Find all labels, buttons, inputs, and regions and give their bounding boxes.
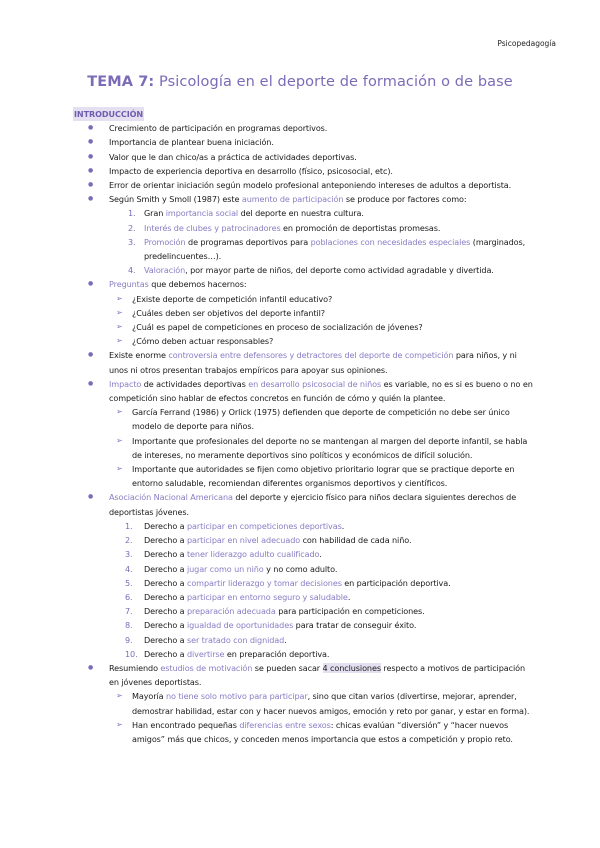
list-item: ➢ Han encontrado pequeñas diferencias entre sexos: chicas evalúan “diversión” y “hacer nuevos amigos” más que chicos, y conceden menos importancia que estos a competición y propio reto. xyxy=(109,718,533,746)
list-item: ➢ ¿Cuál es papel de competiciones en proceso de socialización de jóvenes? xyxy=(109,320,533,334)
list-item: ➢ ¿Existe deporte de competición infantil educativo? xyxy=(109,292,533,306)
list-item: ● Impacto de actividades deportivas en desarrollo psicosocial de niños es variable, no es si es bueno o no en competición sino hablar de efectos concretos en función de cómo y quién la plantee. ➢ García Ferrand (1986) y Orlick (1975) defienden que deporte de competición no debe ser único modelo de deporte para niños. ➢ Importante que profesionales del deporte no se mantengan al margen del deporte infantil, se habla de intereses, no meramente deportivos sino políticos y económicos de difícil solución. ➢ Importante que autoridades se fijen como objetivo prioritario lograr que se practique deporte en entorno saludable, recomiendan diferentes organismos deportivos y científicos. xyxy=(73,377,533,491)
list-item: 7. Derecho a preparación adecuada para participación en competiciones. xyxy=(125,606,425,617)
motivation-list xyxy=(109,689,533,746)
intro-bullet-list xyxy=(73,121,533,746)
list-item: ➢ Importante que autoridades se fijen como objetivo prioritario lograr que se practique deporte en entorno saludable, recomiendan diferentes organismos deportivos y científicos. xyxy=(109,462,533,490)
list-item: ➢ García Ferrand (1986) y Orlick (1975) defienden que deporte de competición no debe ser único modelo de deporte para niños. xyxy=(109,405,533,433)
list-item: ➢ Mayoría no tiene solo motivo para participar, sino que citan varios (divertirse, mejorar, aprender, demostrar habilidad, estar con y hacer nuevos amigos, emoción y reto por ganar, y estar en forma). xyxy=(109,689,533,717)
list-item: ● Existe enorme controversia entre defensores y detractores del deporte de competición para niños, y ni unos ni otros presentan trabajos empíricos para apoyar sus opiniones. xyxy=(73,348,533,376)
list-item: ● Resumiendo estudios de motivación se pueden sacar 4 conclusiones respecto a motivos de participación en jóvenes deportistas. ➢ Mayoría no tiene solo motivo para participar, sino que citan varios (divertirse, mejorar, aprender, demostrar habilidad, estar con y hacer nuevos amigos, emoción y reto por ganar, y estar en forma). ➢ Han encontrado pequeñas diferencias entre sexos: chicas evalúan “diversión” y “hacer nuevos amigos” más que chicos, y conceden menos importancia que estos a competición y propio reto. xyxy=(73,661,533,746)
list-item: ● Asociación Nacional Americana del deporte y ejercicio físico para niños declara siguientes derechos de deportistas jóvenes. 1. Derecho a participar en competiciones deportivas. 2. Derecho a participar en nivel adecuado con habilidad de cada niño. 3. Derecho a tener liderazgo adulto cualificado. 4. Derecho a jugar como un niño y no como adulto. 5. Derecho a compartir liderazgo y tomar decisiones en participación deportiva. 6. Derecho a participar en entorno seguro y saludable. 7. Derecho a preparación adecuada para participación en competiciones. 8. Derecho a igualdad de oportunidades para tratar de conseguir éxito. 9. Derecho a ser tratado con dignidad. 10. Derecho a divertirse en preparación deportiva. xyxy=(73,490,533,660)
list-item: ● Valor que le dan chico/as a práctica de actividades deportivas. xyxy=(73,150,533,164)
list-item: 8. Derecho a igualdad de oportunidades para tratar de conseguir éxito. xyxy=(125,620,417,631)
list-item: ➢ ¿Cómo deben actuar responsables? xyxy=(109,334,533,348)
list-item: 6. Derecho a participar en entorno seguro y saludable. xyxy=(125,591,351,602)
title-prefix: TEMA 7: xyxy=(87,74,155,90)
impact-list xyxy=(109,405,533,490)
title-text: Psicología en el deporte de formación o de base xyxy=(154,74,513,90)
document-body xyxy=(73,107,533,746)
list-item: ➢ Importante que profesionales del deporte no se mantengan al margen del deporte infantil, se habla de intereses, no meramente deportivos sino políticos y económicos de difícil solución. xyxy=(109,434,533,462)
list-item: ● Según Smith y Smoll (1987) este aumento de participación se produce por factores como: 1. Gran importancia social del deporte en nuestra cultura. 2. Interés de clubes y patrocinadores en promoción de deportistas promesas. 3. Promoción de programas deportivos para poblaciones con necesidades especiales (marginados, predelincuentes…). 4. Valoración, por mayor parte de niños, del deporte como actividad agradable y divertida. xyxy=(73,192,533,277)
list-item: 1. Derecho a participar en competiciones deportivas. xyxy=(125,520,345,531)
list-item: 2. Derecho a participar en nivel adecuado con habilidad de cada niño. xyxy=(125,535,412,546)
list-item: 2. Interés de clubes y patrocinadores en promoción de deportistas promesas. xyxy=(128,222,441,233)
list-item: 10. Derecho a divertirse en preparación deportiva. xyxy=(125,648,330,659)
rights-list xyxy=(109,519,533,661)
list-item: ● Crecimiento de participación en programas deportivos. xyxy=(73,121,533,135)
list-item: ● Preguntas que debemos hacernos: ➢ ¿Existe deporte de competición infantil educativo? ➢ ¿Cuáles deben ser objetivos del deporte infantil? ➢ ¿Cuál es papel de competiciones en proceso de socialización de jóvenes? ➢ ¿Cómo deben actuar responsables? xyxy=(73,277,533,348)
questions-list xyxy=(109,292,533,349)
list-item: 4. Derecho a jugar como un niño y no como adulto. xyxy=(125,563,338,574)
list-item: 3. Derecho a tener liderazgo adulto cualificado. xyxy=(125,549,322,560)
section-heading-intro: INTRODUCCIÓN xyxy=(73,107,144,121)
list-item: 1. Gran importancia social del deporte en nuestra cultura. xyxy=(128,208,364,219)
list-item: ➢ ¿Cuáles deben ser objetivos del deporte infantil? xyxy=(109,306,533,320)
list-item: 3. Promoción de programas deportivos para poblaciones con necesidades especiales (marginados, predelincuentes…). xyxy=(128,236,526,262)
list-item: 4. Valoración, por mayor parte de niños, del deporte como actividad agradable y divertida. xyxy=(128,265,494,276)
page-title xyxy=(0,74,600,90)
factors-list xyxy=(109,206,533,277)
list-item: 9. Derecho a ser tratado con dignidad. xyxy=(125,634,287,645)
list-item: ● Importancia de plantear buena iniciación. xyxy=(73,135,533,149)
list-item: ● Error de orientar iniciación según modelo profesional anteponiendo intereses de adultos a deportista. xyxy=(73,178,533,192)
list-item: 5. Derecho a compartir liderazgo y tomar decisiones en participación deportiva. xyxy=(125,577,451,588)
list-item: ● Impacto de experiencia deportiva en desarrollo (físico, psicosocial, etc). xyxy=(73,164,533,178)
page-header-subject: Psicopedagogía xyxy=(497,39,556,48)
